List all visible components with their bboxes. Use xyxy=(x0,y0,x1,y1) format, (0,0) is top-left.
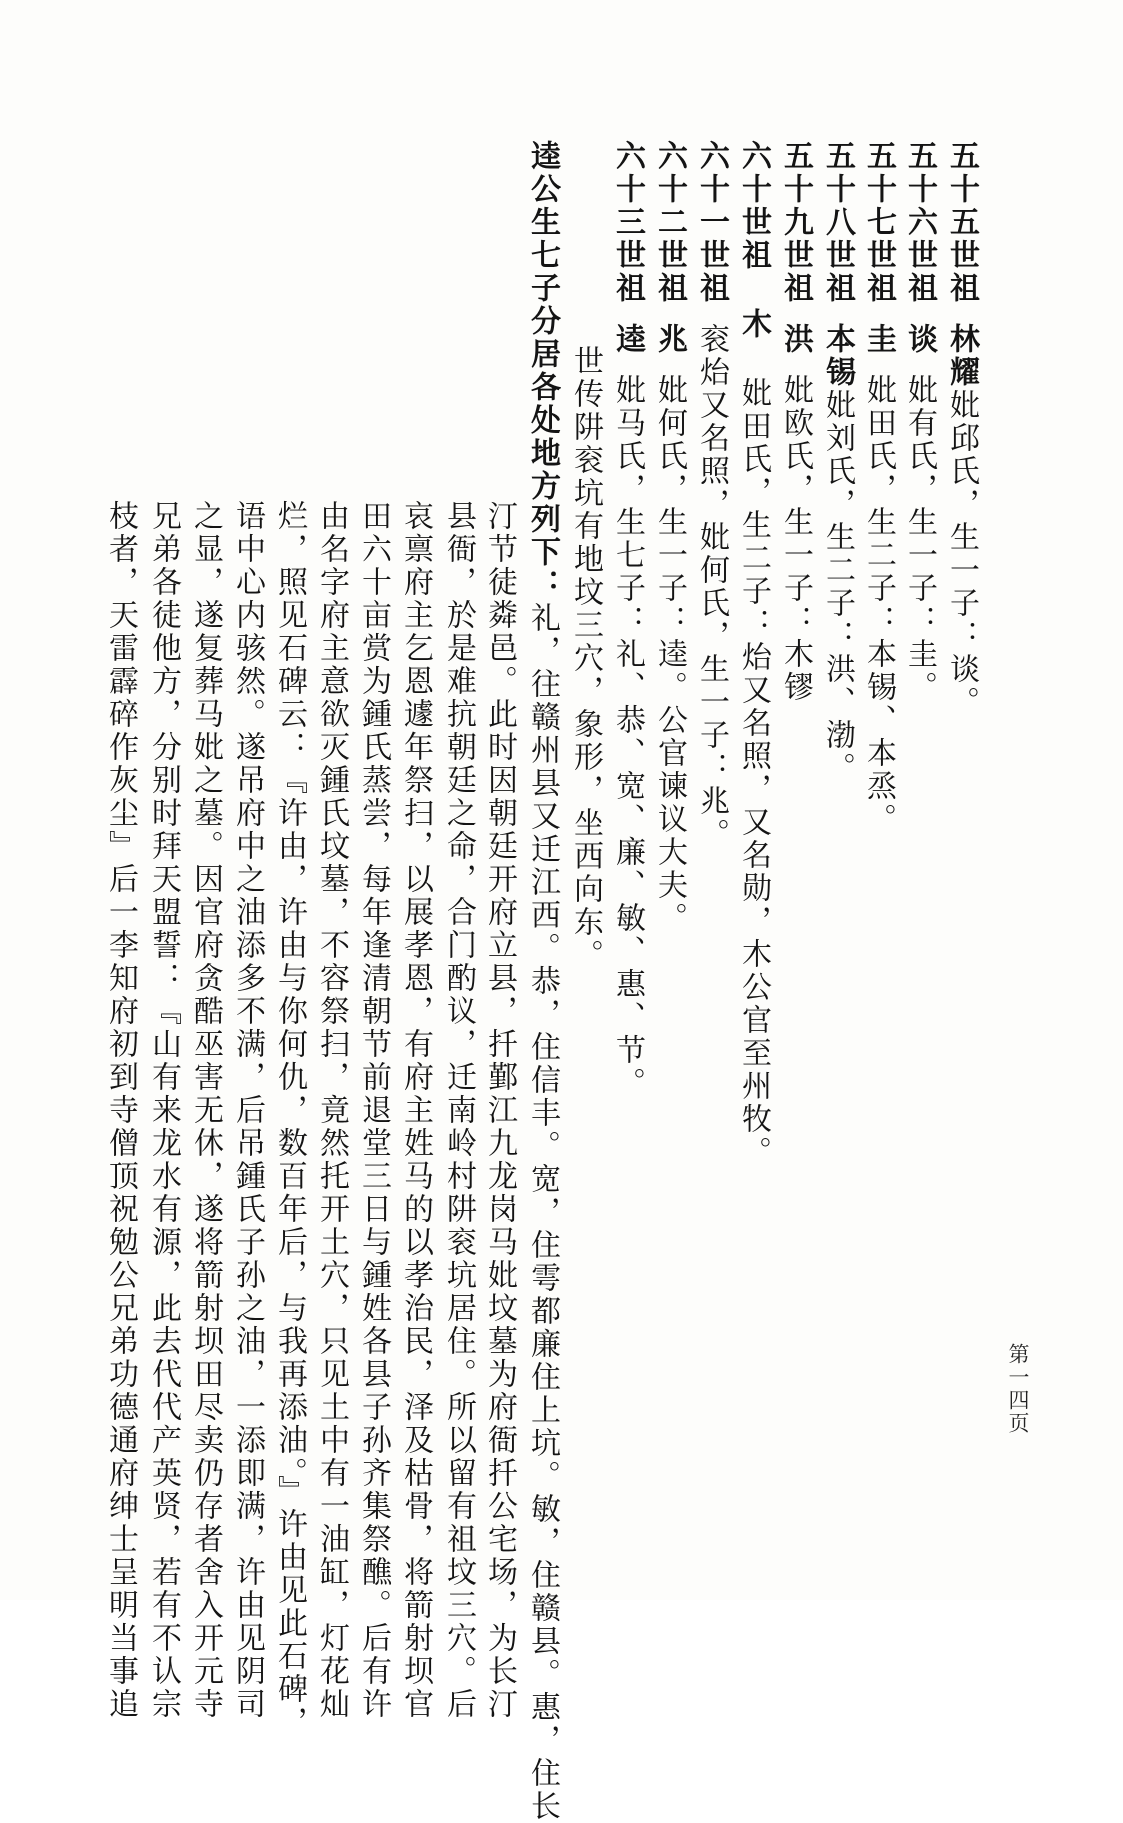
entry-58 xyxy=(820,140,855,785)
section-first-column xyxy=(525,140,560,1823)
entry-name: 圭 xyxy=(861,323,896,356)
entry-generation: 五十七世祖 xyxy=(861,140,896,305)
entry-text: 妣刘氏，生二子：洪、渤。 xyxy=(820,389,855,785)
entry-name: 木 xyxy=(736,308,771,341)
entry-text: 衮炲又名照，妣何氏，生一子：兆。 xyxy=(694,323,729,851)
section-heading: 逵公生七子分居各处地方列下： xyxy=(525,140,560,602)
section-body-line: 哀禀府主乞恩遽年祭扫，以展孝恩，有府主姓马的以孝治民，泽及枯骨，将箭射坝官 xyxy=(398,500,433,1721)
entry-60 xyxy=(736,140,771,1169)
entry-text: 妣欧氏，生一子：木镠 xyxy=(778,374,813,704)
tomb-note: 世传阱衮坑有地坟三穴，象形，坐西向东。 xyxy=(568,345,603,972)
entry-generation: 五十六世祖 xyxy=(902,140,937,305)
section-body-line: 枝者，天雷霹碎作灰尘』后一李知府初到寺僧顶祝勉公兄弟功德通府绅士呈明当事追 xyxy=(103,500,138,1721)
section-body-line: 兄弟各徒他方，分别时拜天盟誓：『山有来龙水有源，此去代代产英贤，若有不认宗 xyxy=(146,500,181,1721)
section-body-line: 汀节徒粦邑。此时因朝廷开府立县，扦鄞江九龙岗马妣坟墓为府衙扦公宅场，为长汀 xyxy=(482,500,517,1721)
entry-63 xyxy=(610,140,645,1100)
section-body-line: 田六十亩赏为鍾氏蒸尝，每年逢清朝节前退堂三日与鍾姓各县子孙齐集祭醮。后有许 xyxy=(356,500,391,1721)
section-body-line: 烂，照见石碑云：『许由，许由与你何仇，数百年后，与我再添油。』许由见此石碑， xyxy=(272,500,307,1739)
entry-name: 兆 xyxy=(652,323,687,356)
entry-generation: 六十世祖 xyxy=(736,140,771,272)
entry-55 xyxy=(944,140,979,719)
entry-text: 妣马氏，生七子：礼、恭、宽、廉、敏、惠、节。 xyxy=(610,374,645,1100)
section-body-line: 县衙，於是难抗朝廷之命，合门酌议，迁南岭村阱衮坑居住。所以留有祖坟三穴。后 xyxy=(441,500,476,1721)
entry-56 xyxy=(902,140,937,704)
entry-generation: 六十三世祖 xyxy=(610,140,645,305)
entry-generation: 五十九世祖 xyxy=(778,140,813,305)
entry-name: 逵 xyxy=(610,323,645,356)
entry-62 xyxy=(652,140,687,935)
entry-text: 妣田氏，生二子：炲又名照，又名勋，木公官至州牧。 xyxy=(736,377,771,1169)
entry-generation: 六十一世祖 xyxy=(694,140,729,305)
entry-generation: 五十五世祖 xyxy=(944,140,979,305)
entry-name: 本锡 xyxy=(820,323,855,389)
entry-generation: 六十二世祖 xyxy=(652,140,687,305)
page-number: 第一四页 xyxy=(1006,1343,1030,1435)
entry-name: 洪 xyxy=(778,323,813,356)
entry-57 xyxy=(861,140,896,836)
entry-59 xyxy=(778,140,813,704)
entry-generation: 五十八世祖 xyxy=(820,140,855,305)
entry-name: 林耀 xyxy=(944,323,979,389)
entry-61 xyxy=(694,140,729,851)
section-body-line: 由名字府主意欲灭鍾氏坟墓，不容祭扫，竟然托开土穴，只见土中有一油缸，灯花灿 xyxy=(314,500,349,1721)
entry-name: 谈 xyxy=(902,323,937,356)
section-body-line: 礼，往赣州县又迁江西。恭，住信丰。宽，住雩都廉住上坑。敏，住赣县。惠，住长 xyxy=(525,602,560,1823)
entry-text: 妣何氏，生一子：逵。公官谏议大夫。 xyxy=(652,374,687,935)
entry-text: 妣邱氏，生一子：谈。 xyxy=(944,389,979,719)
entry-text: 妣田氏，生二子：本锡、本烝。 xyxy=(861,374,896,836)
entry-text: 妣有氏，生一子：圭。 xyxy=(902,374,937,704)
section-body-line: 语中心内骇然。遂吊府中之油添多不满，后吊鍾氏子孙之油，一添即满，许由见阴司 xyxy=(230,500,265,1721)
section-body-line: 之显，遂复葬马妣之墓。因官府贪酷巫害无休，遂将箭射坝田尽卖仍存者舍入开元寺 xyxy=(188,500,223,1721)
